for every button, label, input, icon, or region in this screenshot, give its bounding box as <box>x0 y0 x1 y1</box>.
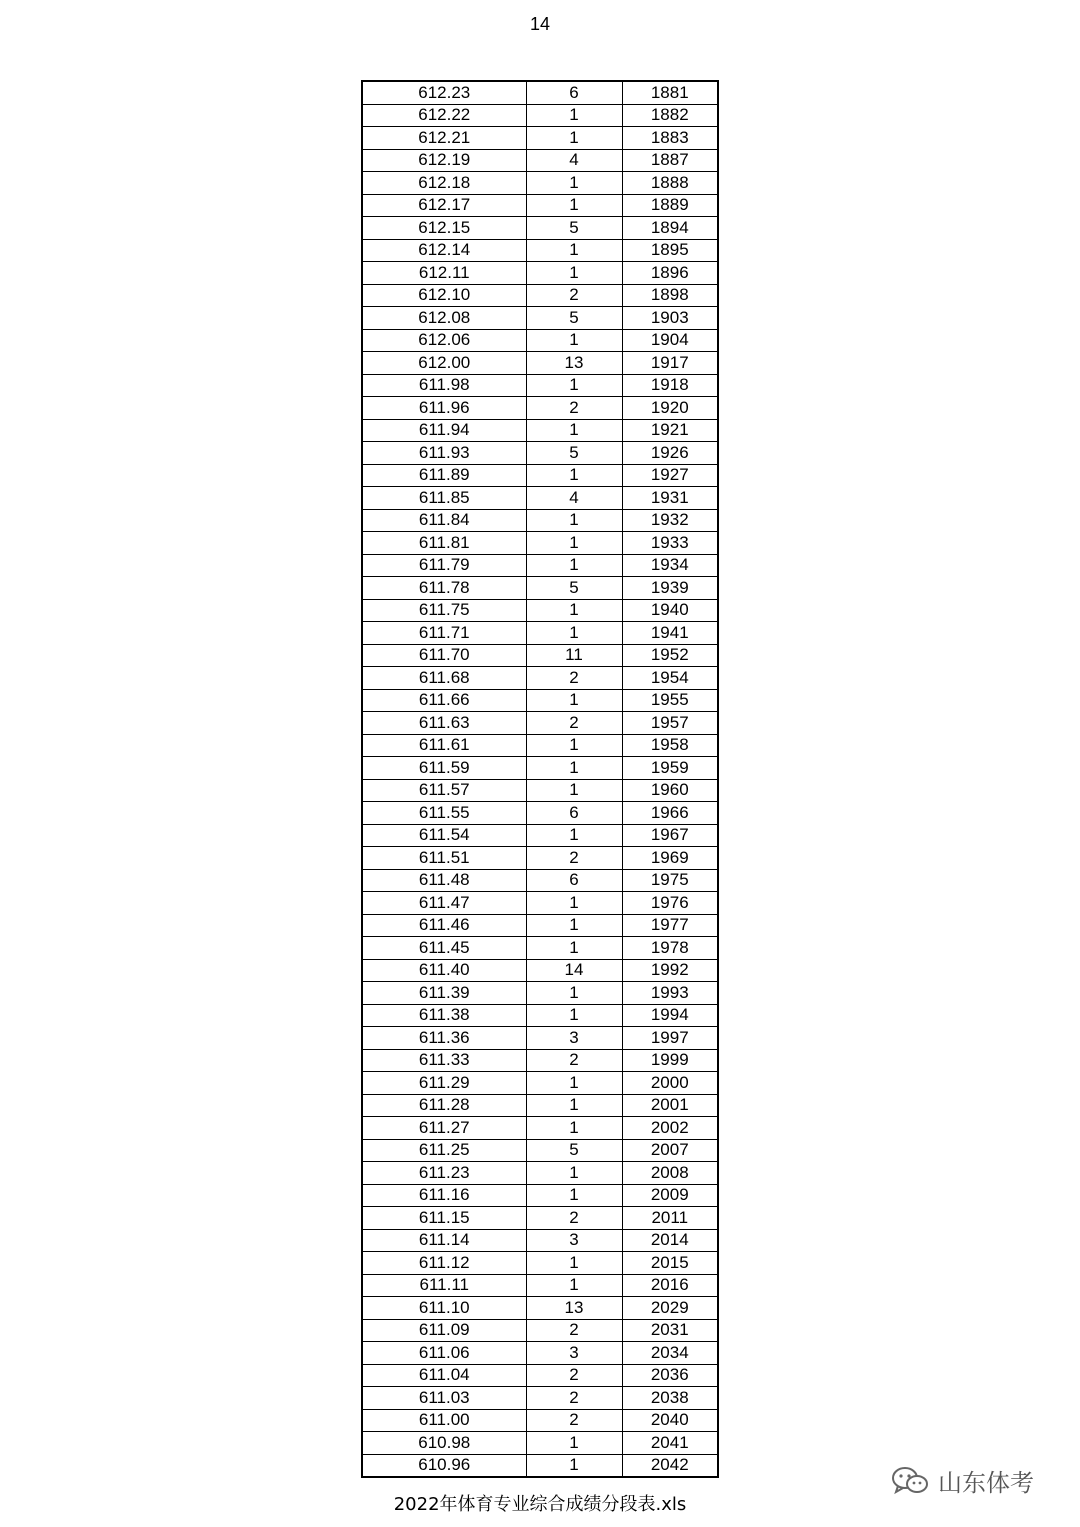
cumulative-cell: 1976 <box>622 892 718 915</box>
cumulative-cell: 1952 <box>622 644 718 667</box>
score-cell: 611.28 <box>362 1094 526 1117</box>
score-distribution-table <box>361 80 719 1478</box>
table-row <box>362 959 718 982</box>
score-cell: 611.98 <box>362 374 526 397</box>
score-cell: 611.89 <box>362 464 526 487</box>
cumulative-cell: 2031 <box>622 1319 718 1342</box>
cumulative-cell: 1934 <box>622 554 718 577</box>
cumulative-cell: 2014 <box>622 1229 718 1252</box>
score-cell: 611.33 <box>362 1049 526 1072</box>
table-row <box>362 464 718 487</box>
count-cell: 1 <box>526 734 622 757</box>
cumulative-cell: 1969 <box>622 847 718 870</box>
score-cell: 611.04 <box>362 1364 526 1387</box>
table-row <box>362 487 718 510</box>
table-row <box>362 329 718 352</box>
count-cell: 4 <box>526 149 622 172</box>
score-cell: 611.47 <box>362 892 526 915</box>
count-cell: 5 <box>526 1139 622 1162</box>
count-cell: 1 <box>526 262 622 285</box>
table-row <box>362 554 718 577</box>
count-cell: 4 <box>526 487 622 510</box>
table-row <box>362 1094 718 1117</box>
score-cell: 611.16 <box>362 1184 526 1207</box>
score-cell: 611.38 <box>362 1004 526 1027</box>
table-row <box>362 194 718 217</box>
score-cell: 611.57 <box>362 779 526 802</box>
score-cell: 611.25 <box>362 1139 526 1162</box>
cumulative-cell: 1978 <box>622 937 718 960</box>
count-cell: 2 <box>526 1319 622 1342</box>
table-row <box>362 577 718 600</box>
count-cell: 1 <box>526 1252 622 1275</box>
count-cell: 2 <box>526 1049 622 1072</box>
count-cell: 13 <box>526 1297 622 1320</box>
table-row <box>362 1184 718 1207</box>
count-cell: 1 <box>526 1162 622 1185</box>
score-cell: 612.00 <box>362 352 526 375</box>
table-row <box>362 937 718 960</box>
score-cell: 611.06 <box>362 1342 526 1365</box>
cumulative-cell: 1939 <box>622 577 718 600</box>
count-cell: 3 <box>526 1229 622 1252</box>
score-cell: 611.29 <box>362 1072 526 1095</box>
cumulative-cell: 2036 <box>622 1364 718 1387</box>
cumulative-cell: 1895 <box>622 239 718 262</box>
cumulative-cell: 2002 <box>622 1117 718 1140</box>
table-row <box>362 1139 718 1162</box>
table-row <box>362 532 718 555</box>
cumulative-cell: 1959 <box>622 757 718 780</box>
count-cell: 1 <box>526 532 622 555</box>
watermark-text: 山东体考 <box>938 1468 1034 1497</box>
cumulative-cell: 1918 <box>622 374 718 397</box>
count-cell: 1 <box>526 1454 622 1477</box>
count-cell: 1 <box>526 554 622 577</box>
score-cell: 612.15 <box>362 217 526 240</box>
table-row <box>362 689 718 712</box>
count-cell: 1 <box>526 239 622 262</box>
count-cell: 1 <box>526 937 622 960</box>
cumulative-cell: 1889 <box>622 194 718 217</box>
cumulative-cell: 1888 <box>622 172 718 195</box>
cumulative-cell: 1967 <box>622 824 718 847</box>
count-cell: 1 <box>526 1117 622 1140</box>
cumulative-cell: 1999 <box>622 1049 718 1072</box>
count-cell: 2 <box>526 1387 622 1410</box>
table-row <box>362 914 718 937</box>
count-cell: 1 <box>526 127 622 150</box>
score-cell: 612.10 <box>362 284 526 307</box>
cumulative-cell: 2034 <box>622 1342 718 1365</box>
table-row <box>362 284 718 307</box>
table-body <box>362 81 718 1477</box>
cumulative-cell: 2008 <box>622 1162 718 1185</box>
cumulative-cell: 1927 <box>622 464 718 487</box>
count-cell: 2 <box>526 712 622 735</box>
count-cell: 1 <box>526 1432 622 1455</box>
table-row <box>362 824 718 847</box>
table-row <box>362 217 718 240</box>
wechat-icon <box>890 1465 930 1495</box>
count-cell: 6 <box>526 869 622 892</box>
count-cell: 1 <box>526 194 622 217</box>
cumulative-cell: 2009 <box>622 1184 718 1207</box>
cumulative-cell: 1940 <box>622 599 718 622</box>
count-cell: 1 <box>526 824 622 847</box>
cumulative-cell: 1896 <box>622 262 718 285</box>
score-cell: 611.68 <box>362 667 526 690</box>
score-cell: 612.14 <box>362 239 526 262</box>
table-row <box>362 1004 718 1027</box>
count-cell: 3 <box>526 1342 622 1365</box>
count-cell: 2 <box>526 1409 622 1432</box>
score-cell: 611.03 <box>362 1387 526 1410</box>
score-cell: 610.98 <box>362 1432 526 1455</box>
score-cell: 612.19 <box>362 149 526 172</box>
table-row <box>362 374 718 397</box>
table-row <box>362 509 718 532</box>
cumulative-cell: 2016 <box>622 1274 718 1297</box>
count-cell: 5 <box>526 217 622 240</box>
cumulative-cell: 2001 <box>622 1094 718 1117</box>
score-cell: 611.00 <box>362 1409 526 1432</box>
page-number: 14 <box>529 14 551 34</box>
cumulative-cell: 1994 <box>622 1004 718 1027</box>
score-cell: 611.09 <box>362 1319 526 1342</box>
table-row <box>362 1027 718 1050</box>
table-row <box>362 172 718 195</box>
count-cell: 1 <box>526 1004 622 1027</box>
score-cell: 612.08 <box>362 307 526 330</box>
score-cell: 612.17 <box>362 194 526 217</box>
table-row <box>362 262 718 285</box>
table-row <box>362 757 718 780</box>
count-cell: 2 <box>526 284 622 307</box>
score-cell: 611.93 <box>362 442 526 465</box>
score-cell: 612.21 <box>362 127 526 150</box>
score-cell: 611.59 <box>362 757 526 780</box>
table-row <box>362 149 718 172</box>
cumulative-cell: 1931 <box>622 487 718 510</box>
count-cell: 2 <box>526 1364 622 1387</box>
score-cell: 611.54 <box>362 824 526 847</box>
cumulative-cell: 2029 <box>622 1297 718 1320</box>
count-cell: 1 <box>526 1184 622 1207</box>
score-cell: 611.45 <box>362 937 526 960</box>
table-row <box>362 599 718 622</box>
score-cell: 611.71 <box>362 622 526 645</box>
table-row <box>362 1454 718 1477</box>
table-row <box>362 81 718 104</box>
count-cell: 1 <box>526 509 622 532</box>
count-cell: 1 <box>526 1072 622 1095</box>
cumulative-cell: 2000 <box>622 1072 718 1095</box>
table-row <box>362 1252 718 1275</box>
score-cell: 611.12 <box>362 1252 526 1275</box>
count-cell: 5 <box>526 442 622 465</box>
cumulative-cell: 2038 <box>622 1387 718 1410</box>
table-row <box>362 1387 718 1410</box>
cumulative-cell: 1977 <box>622 914 718 937</box>
table-row <box>362 104 718 127</box>
score-cell: 611.40 <box>362 959 526 982</box>
score-cell: 611.51 <box>362 847 526 870</box>
cumulative-cell: 1960 <box>622 779 718 802</box>
cumulative-cell: 1992 <box>622 959 718 982</box>
count-cell: 1 <box>526 1274 622 1297</box>
cumulative-cell: 1903 <box>622 307 718 330</box>
table-row <box>362 667 718 690</box>
table-row <box>362 397 718 420</box>
count-cell: 2 <box>526 397 622 420</box>
cumulative-cell: 1881 <box>622 81 718 104</box>
table-row <box>362 1072 718 1095</box>
table-row <box>362 982 718 1005</box>
table-row <box>362 352 718 375</box>
count-cell: 1 <box>526 329 622 352</box>
score-cell: 611.85 <box>362 487 526 510</box>
cumulative-cell: 1904 <box>622 329 718 352</box>
count-cell: 1 <box>526 374 622 397</box>
table-row <box>362 419 718 442</box>
score-cell: 611.79 <box>362 554 526 577</box>
table-row <box>362 127 718 150</box>
count-cell: 3 <box>526 1027 622 1050</box>
table-row <box>362 1162 718 1185</box>
score-cell: 611.36 <box>362 1027 526 1050</box>
score-cell: 611.66 <box>362 689 526 712</box>
score-cell: 611.84 <box>362 509 526 532</box>
count-cell: 1 <box>526 599 622 622</box>
score-cell: 612.18 <box>362 172 526 195</box>
table-row <box>362 1049 718 1072</box>
score-cell: 611.14 <box>362 1229 526 1252</box>
score-cell: 612.22 <box>362 104 526 127</box>
table-row <box>362 892 718 915</box>
score-cell: 612.11 <box>362 262 526 285</box>
cumulative-cell: 1966 <box>622 802 718 825</box>
cumulative-cell: 1920 <box>622 397 718 420</box>
count-cell: 2 <box>526 1207 622 1230</box>
score-cell: 611.15 <box>362 1207 526 1230</box>
count-cell: 1 <box>526 622 622 645</box>
table-row <box>362 802 718 825</box>
table-row <box>362 1207 718 1230</box>
count-cell: 2 <box>526 667 622 690</box>
score-cell: 612.23 <box>362 81 526 104</box>
cumulative-cell: 2007 <box>622 1139 718 1162</box>
count-cell: 1 <box>526 757 622 780</box>
table-row <box>362 1229 718 1252</box>
table-row <box>362 1342 718 1365</box>
count-cell: 14 <box>526 959 622 982</box>
count-cell: 5 <box>526 307 622 330</box>
file-name-footer: 2022年体育专业综合成绩分段表.xls <box>393 1494 687 1515</box>
table-row <box>362 1297 718 1320</box>
count-cell: 1 <box>526 914 622 937</box>
score-cell: 611.55 <box>362 802 526 825</box>
table-row <box>362 712 718 735</box>
cumulative-cell: 2041 <box>622 1432 718 1455</box>
count-cell: 5 <box>526 577 622 600</box>
score-cell: 611.10 <box>362 1297 526 1320</box>
table-row <box>362 1432 718 1455</box>
score-cell: 611.94 <box>362 419 526 442</box>
score-cell: 611.27 <box>362 1117 526 1140</box>
count-cell: 2 <box>526 847 622 870</box>
score-cell: 611.70 <box>362 644 526 667</box>
score-cell: 610.96 <box>362 1454 526 1477</box>
cumulative-cell: 1933 <box>622 532 718 555</box>
cumulative-cell: 1883 <box>622 127 718 150</box>
score-cell: 611.75 <box>362 599 526 622</box>
cumulative-cell: 2040 <box>622 1409 718 1432</box>
cumulative-cell: 1882 <box>622 104 718 127</box>
watermark <box>890 1460 1034 1500</box>
cumulative-cell: 1997 <box>622 1027 718 1050</box>
table-row <box>362 847 718 870</box>
table-row <box>362 1274 718 1297</box>
cumulative-cell: 1954 <box>622 667 718 690</box>
cumulative-cell: 1894 <box>622 217 718 240</box>
cumulative-cell: 2042 <box>622 1454 718 1477</box>
count-cell: 13 <box>526 352 622 375</box>
count-cell: 1 <box>526 172 622 195</box>
score-cell: 611.78 <box>362 577 526 600</box>
count-cell: 1 <box>526 419 622 442</box>
cumulative-cell: 1941 <box>622 622 718 645</box>
score-cell: 611.48 <box>362 869 526 892</box>
table-row <box>362 1117 718 1140</box>
count-cell: 1 <box>526 779 622 802</box>
cumulative-cell: 1993 <box>622 982 718 1005</box>
count-cell: 1 <box>526 1094 622 1117</box>
cumulative-cell: 2015 <box>622 1252 718 1275</box>
table-row <box>362 1319 718 1342</box>
score-cell: 612.06 <box>362 329 526 352</box>
table-row <box>362 734 718 757</box>
cumulative-cell: 1887 <box>622 149 718 172</box>
table-row <box>362 1364 718 1387</box>
count-cell: 11 <box>526 644 622 667</box>
table-row <box>362 442 718 465</box>
table-row <box>362 1409 718 1432</box>
table-row <box>362 622 718 645</box>
table-row <box>362 869 718 892</box>
score-cell: 611.63 <box>362 712 526 735</box>
cumulative-cell: 1926 <box>622 442 718 465</box>
score-cell: 611.81 <box>362 532 526 555</box>
count-cell: 1 <box>526 689 622 712</box>
score-cell: 611.96 <box>362 397 526 420</box>
score-cell: 611.46 <box>362 914 526 937</box>
cumulative-cell: 1975 <box>622 869 718 892</box>
count-cell: 1 <box>526 982 622 1005</box>
cumulative-cell: 1917 <box>622 352 718 375</box>
count-cell: 1 <box>526 464 622 487</box>
score-cell: 611.23 <box>362 1162 526 1185</box>
cumulative-cell: 1898 <box>622 284 718 307</box>
score-cell: 611.61 <box>362 734 526 757</box>
count-cell: 1 <box>526 104 622 127</box>
count-cell: 6 <box>526 81 622 104</box>
table-row <box>362 779 718 802</box>
cumulative-cell: 1921 <box>622 419 718 442</box>
table-row <box>362 644 718 667</box>
score-cell: 611.39 <box>362 982 526 1005</box>
cumulative-cell: 1958 <box>622 734 718 757</box>
count-cell: 1 <box>526 892 622 915</box>
cumulative-cell: 1932 <box>622 509 718 532</box>
table-row <box>362 239 718 262</box>
count-cell: 6 <box>526 802 622 825</box>
score-cell: 611.11 <box>362 1274 526 1297</box>
table-row <box>362 307 718 330</box>
cumulative-cell: 1957 <box>622 712 718 735</box>
cumulative-cell: 1955 <box>622 689 718 712</box>
cumulative-cell: 2011 <box>622 1207 718 1230</box>
